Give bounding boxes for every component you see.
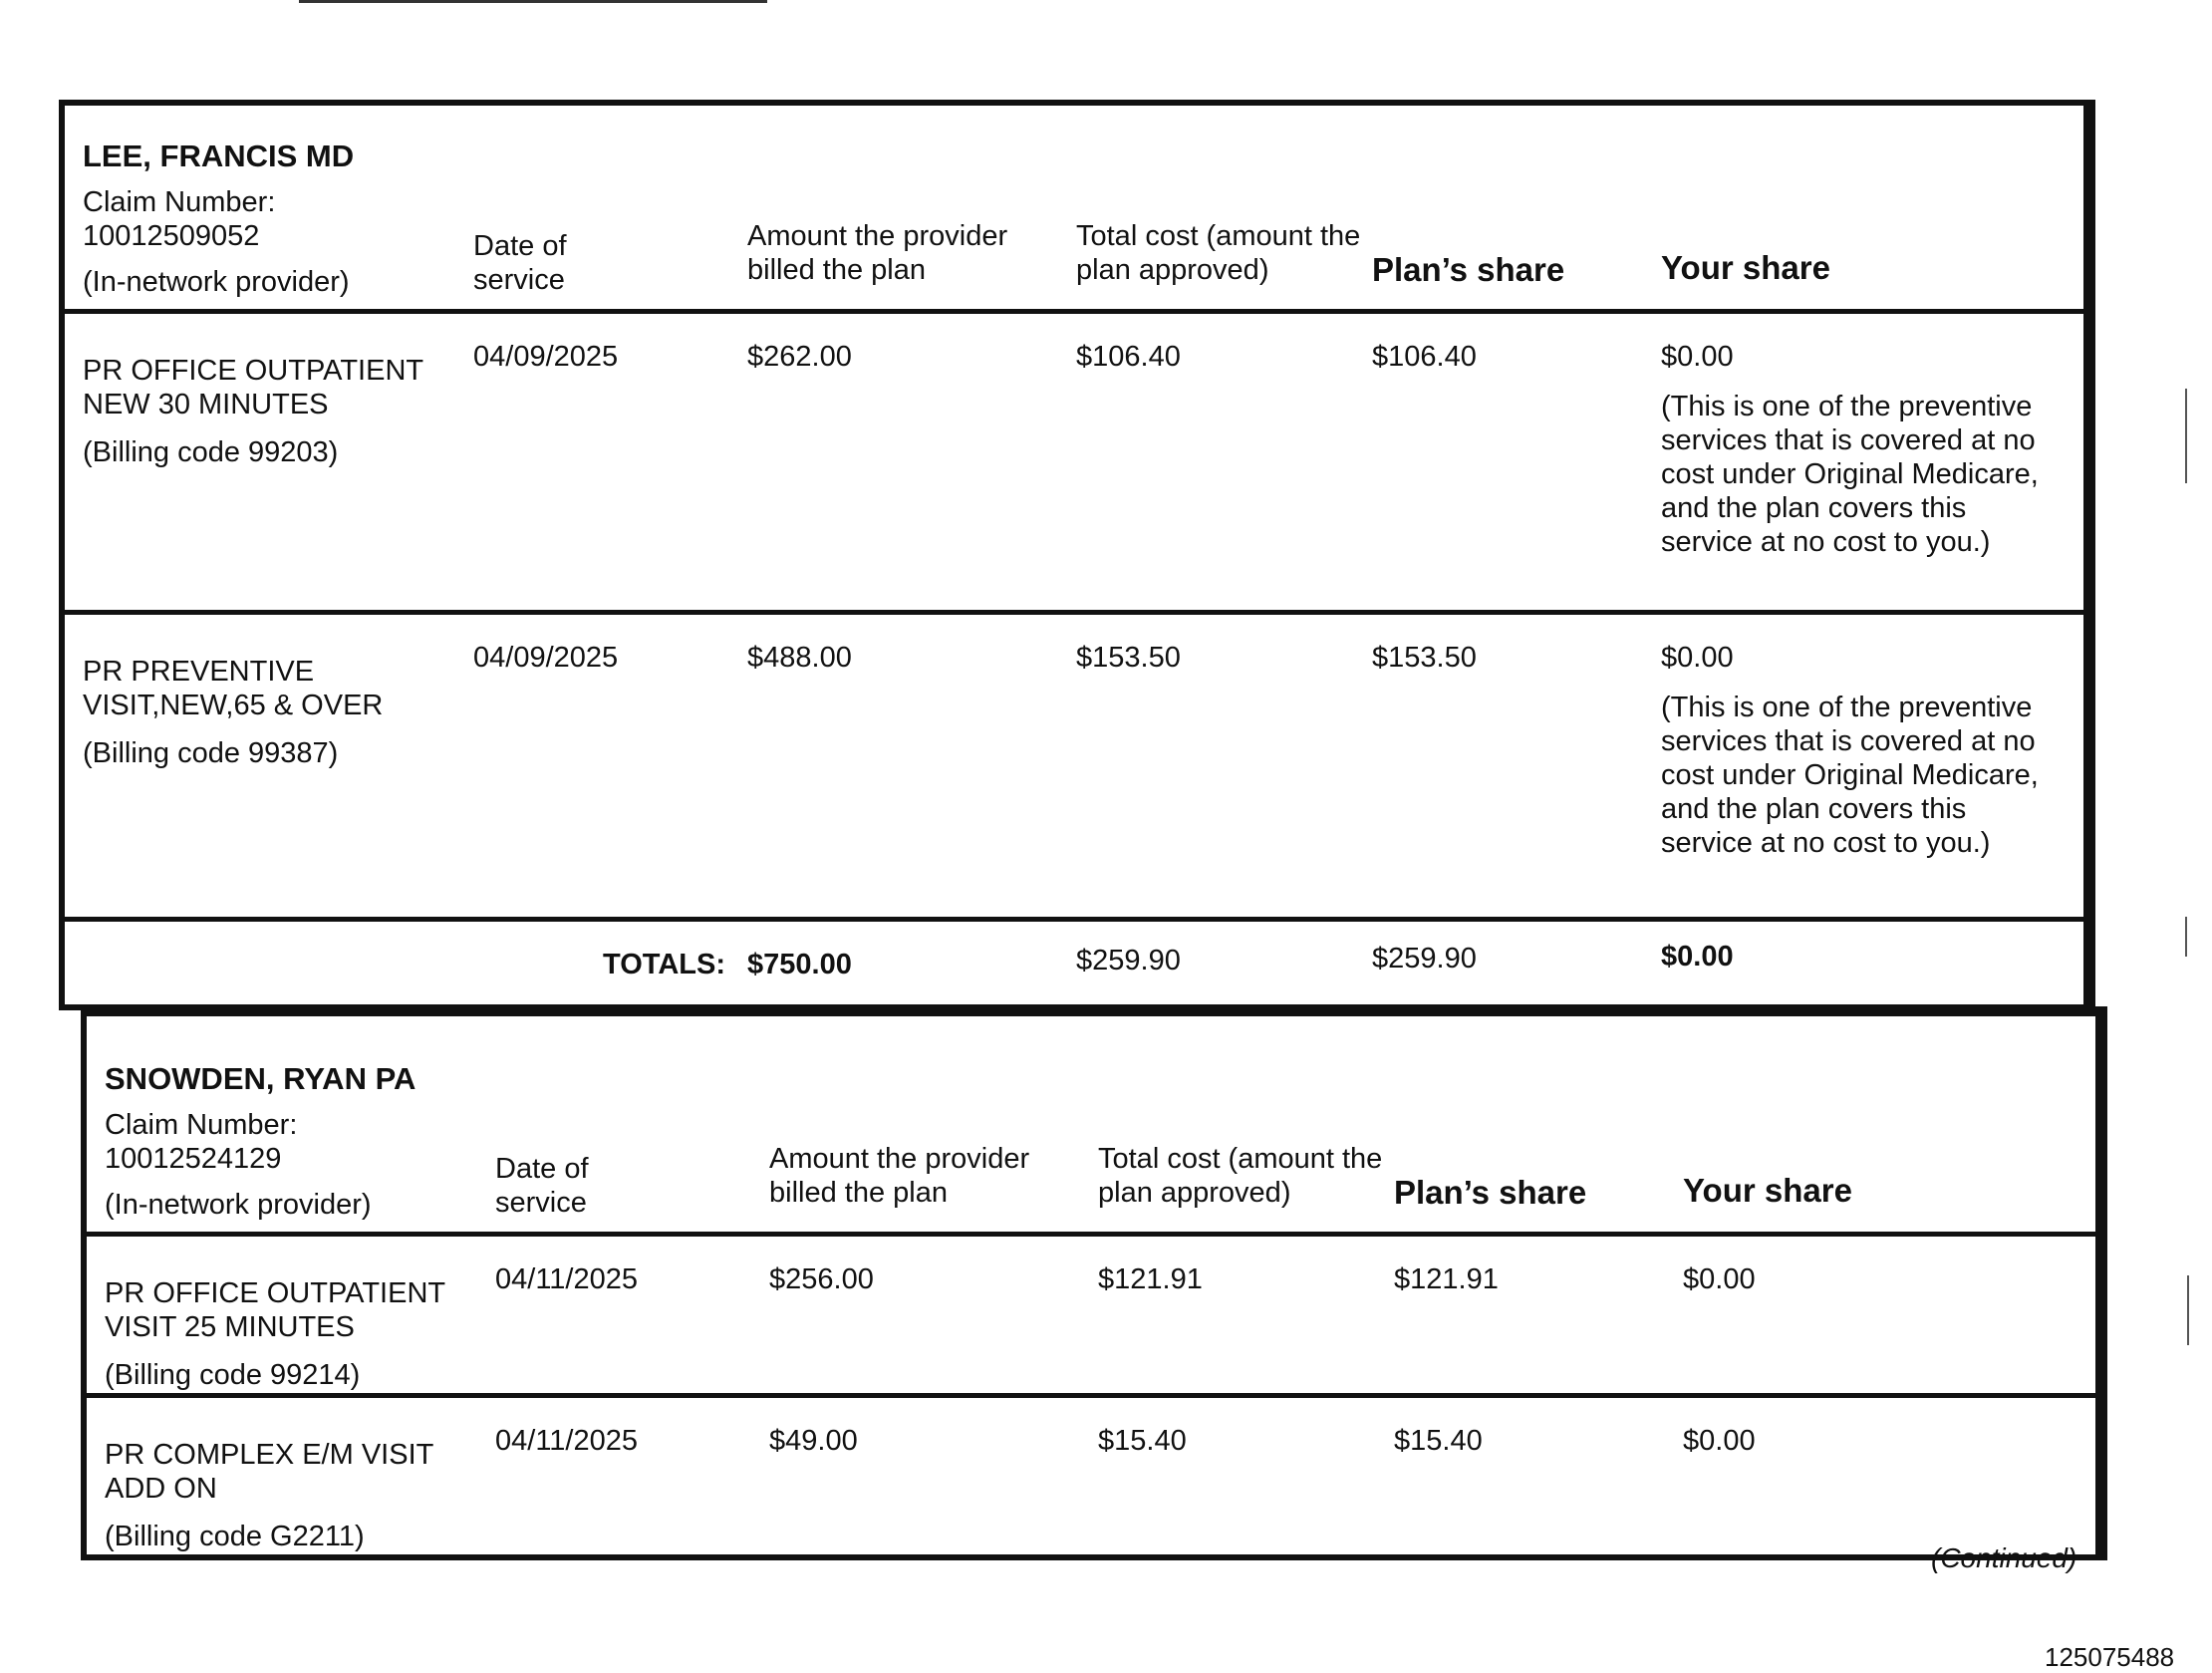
header-your-share: Your share: [1661, 249, 1830, 286]
billing-code: (Billing code 99203): [83, 436, 339, 468]
service-date: 04/09/2025: [473, 341, 619, 373]
document-number: 125075488: [2045, 1642, 2175, 1672]
header-date: [473, 106, 747, 312]
claim-number: 10012509052: [83, 220, 260, 252]
claim-number: 10012524129: [105, 1143, 282, 1175]
header-billed-text: Amount the provider billed the plan: [769, 1143, 1030, 1209]
totals-billed: $750.00: [747, 949, 852, 980]
scan-mark: [2185, 917, 2187, 957]
service-total-cost: $121.91: [1098, 1263, 1203, 1295]
service-row: [65, 613, 2083, 920]
service-name: PR PREVENTIVE VISIT,NEW,65 & OVER: [83, 656, 384, 721]
header-total-cost: [1076, 106, 1372, 312]
service-your-share: $0.00: [1661, 642, 1734, 674]
provider-name: SNOWDEN, RYAN PA: [105, 1061, 416, 1096]
scan-mark: [2185, 389, 2187, 483]
service-billed: $488.00: [747, 642, 852, 674]
service-date: 04/11/2025: [495, 1263, 638, 1295]
network-status: (In-network provider): [105, 1189, 372, 1221]
header-billed-text: Amount the provider billed the plan: [747, 220, 1008, 286]
service-desc: [87, 1235, 495, 1396]
service-row: [87, 1396, 2095, 1555]
top-rule: [299, 0, 767, 3]
scan-mark: [2187, 1275, 2189, 1345]
claim-number-label: Claim Number:: [83, 186, 276, 218]
service-plan-share: $106.40: [1372, 341, 1477, 373]
header-total-cost-text: Total cost (amount the plan approved): [1098, 1143, 1383, 1209]
totals-row: [65, 920, 2083, 1005]
service-total-cost: $106.40: [1076, 341, 1181, 373]
header-your-share: Your share: [1683, 1172, 1852, 1209]
service-your-share: $0.00: [1661, 341, 1734, 373]
service-desc: [65, 312, 473, 613]
provider-name: LEE, FRANCIS MD: [83, 139, 355, 173]
service-your-share-cell: [1661, 312, 2083, 613]
service-your-share-cell: [1661, 613, 2083, 920]
network-status: (In-network provider): [83, 266, 350, 298]
header-plan-share: Plan’s share: [1394, 1174, 1587, 1211]
claim-number-label: Claim Number:: [105, 1109, 298, 1141]
header-billed: [747, 106, 1076, 312]
claim-table: [65, 106, 2083, 1004]
service-name: PR OFFICE OUTPATIENT VISIT 25 MINUTES: [105, 1277, 445, 1343]
service-plan-share: $121.91: [1394, 1263, 1499, 1295]
service-date: 04/09/2025: [473, 642, 619, 674]
header-date: [495, 1016, 769, 1235]
billing-code: (Billing code 99214): [105, 1359, 361, 1391]
service-your-share: $0.00: [1683, 1425, 1756, 1457]
header-plan-share: Plan’s share: [1372, 251, 1565, 288]
totals-plan-share: $259.90: [1372, 943, 1477, 975]
service-plan-share: $153.50: [1372, 642, 1477, 674]
totals-total-cost: $259.90: [1076, 945, 1181, 976]
service-your-share: $0.00: [1683, 1263, 1756, 1295]
service-total-cost: $15.40: [1098, 1425, 1187, 1457]
preventive-note: (This is one of the preventive services that is covered at no cost under Original Medicare, and the plan covers this service at no cost to you.): [1661, 692, 2039, 859]
totals-label: TOTALS:: [603, 949, 725, 980]
claim-block-snowden: [81, 1006, 2107, 1560]
service-name: PR OFFICE OUTPATIENT NEW 30 MINUTES: [83, 355, 423, 420]
provider-info: [65, 106, 473, 312]
service-desc: [87, 1396, 495, 1555]
service-date: 04/11/2025: [495, 1425, 638, 1457]
billing-code: (Billing code G2211): [105, 1521, 365, 1552]
billing-code: (Billing code 99387): [83, 737, 339, 769]
header-total-cost: [1098, 1016, 1394, 1235]
service-row: [65, 312, 2083, 613]
header-billed: [769, 1016, 1098, 1235]
provider-info: [87, 1016, 495, 1235]
header-date-text: Date of service: [495, 1153, 589, 1219]
service-name: PR COMPLEX E/M VISIT ADD ON: [105, 1439, 433, 1505]
claim-block-lee: [59, 100, 2095, 1010]
preventive-note: (This is one of the preventive services that is covered at no cost under Original Medicare, and the plan covers this service at no cost to you.): [1661, 391, 2039, 558]
service-plan-share: $15.40: [1394, 1425, 1483, 1457]
claim-header-row: [65, 106, 2083, 312]
service-total-cost: $153.50: [1076, 642, 1181, 674]
totals-your-share: $0.00: [1661, 941, 1734, 973]
header-date-text: Date of service: [473, 230, 567, 296]
continued-label: (Continued): [1931, 1542, 2077, 1573]
service-billed: $49.00: [769, 1425, 858, 1457]
service-billed: $256.00: [769, 1263, 874, 1295]
claim-table: [87, 1016, 2095, 1554]
service-billed: $262.00: [747, 341, 852, 373]
header-total-cost-text: Total cost (amount the plan approved): [1076, 220, 1361, 286]
service-row: [87, 1235, 2095, 1396]
service-desc: [65, 613, 473, 920]
claim-header-row: [87, 1016, 2095, 1235]
